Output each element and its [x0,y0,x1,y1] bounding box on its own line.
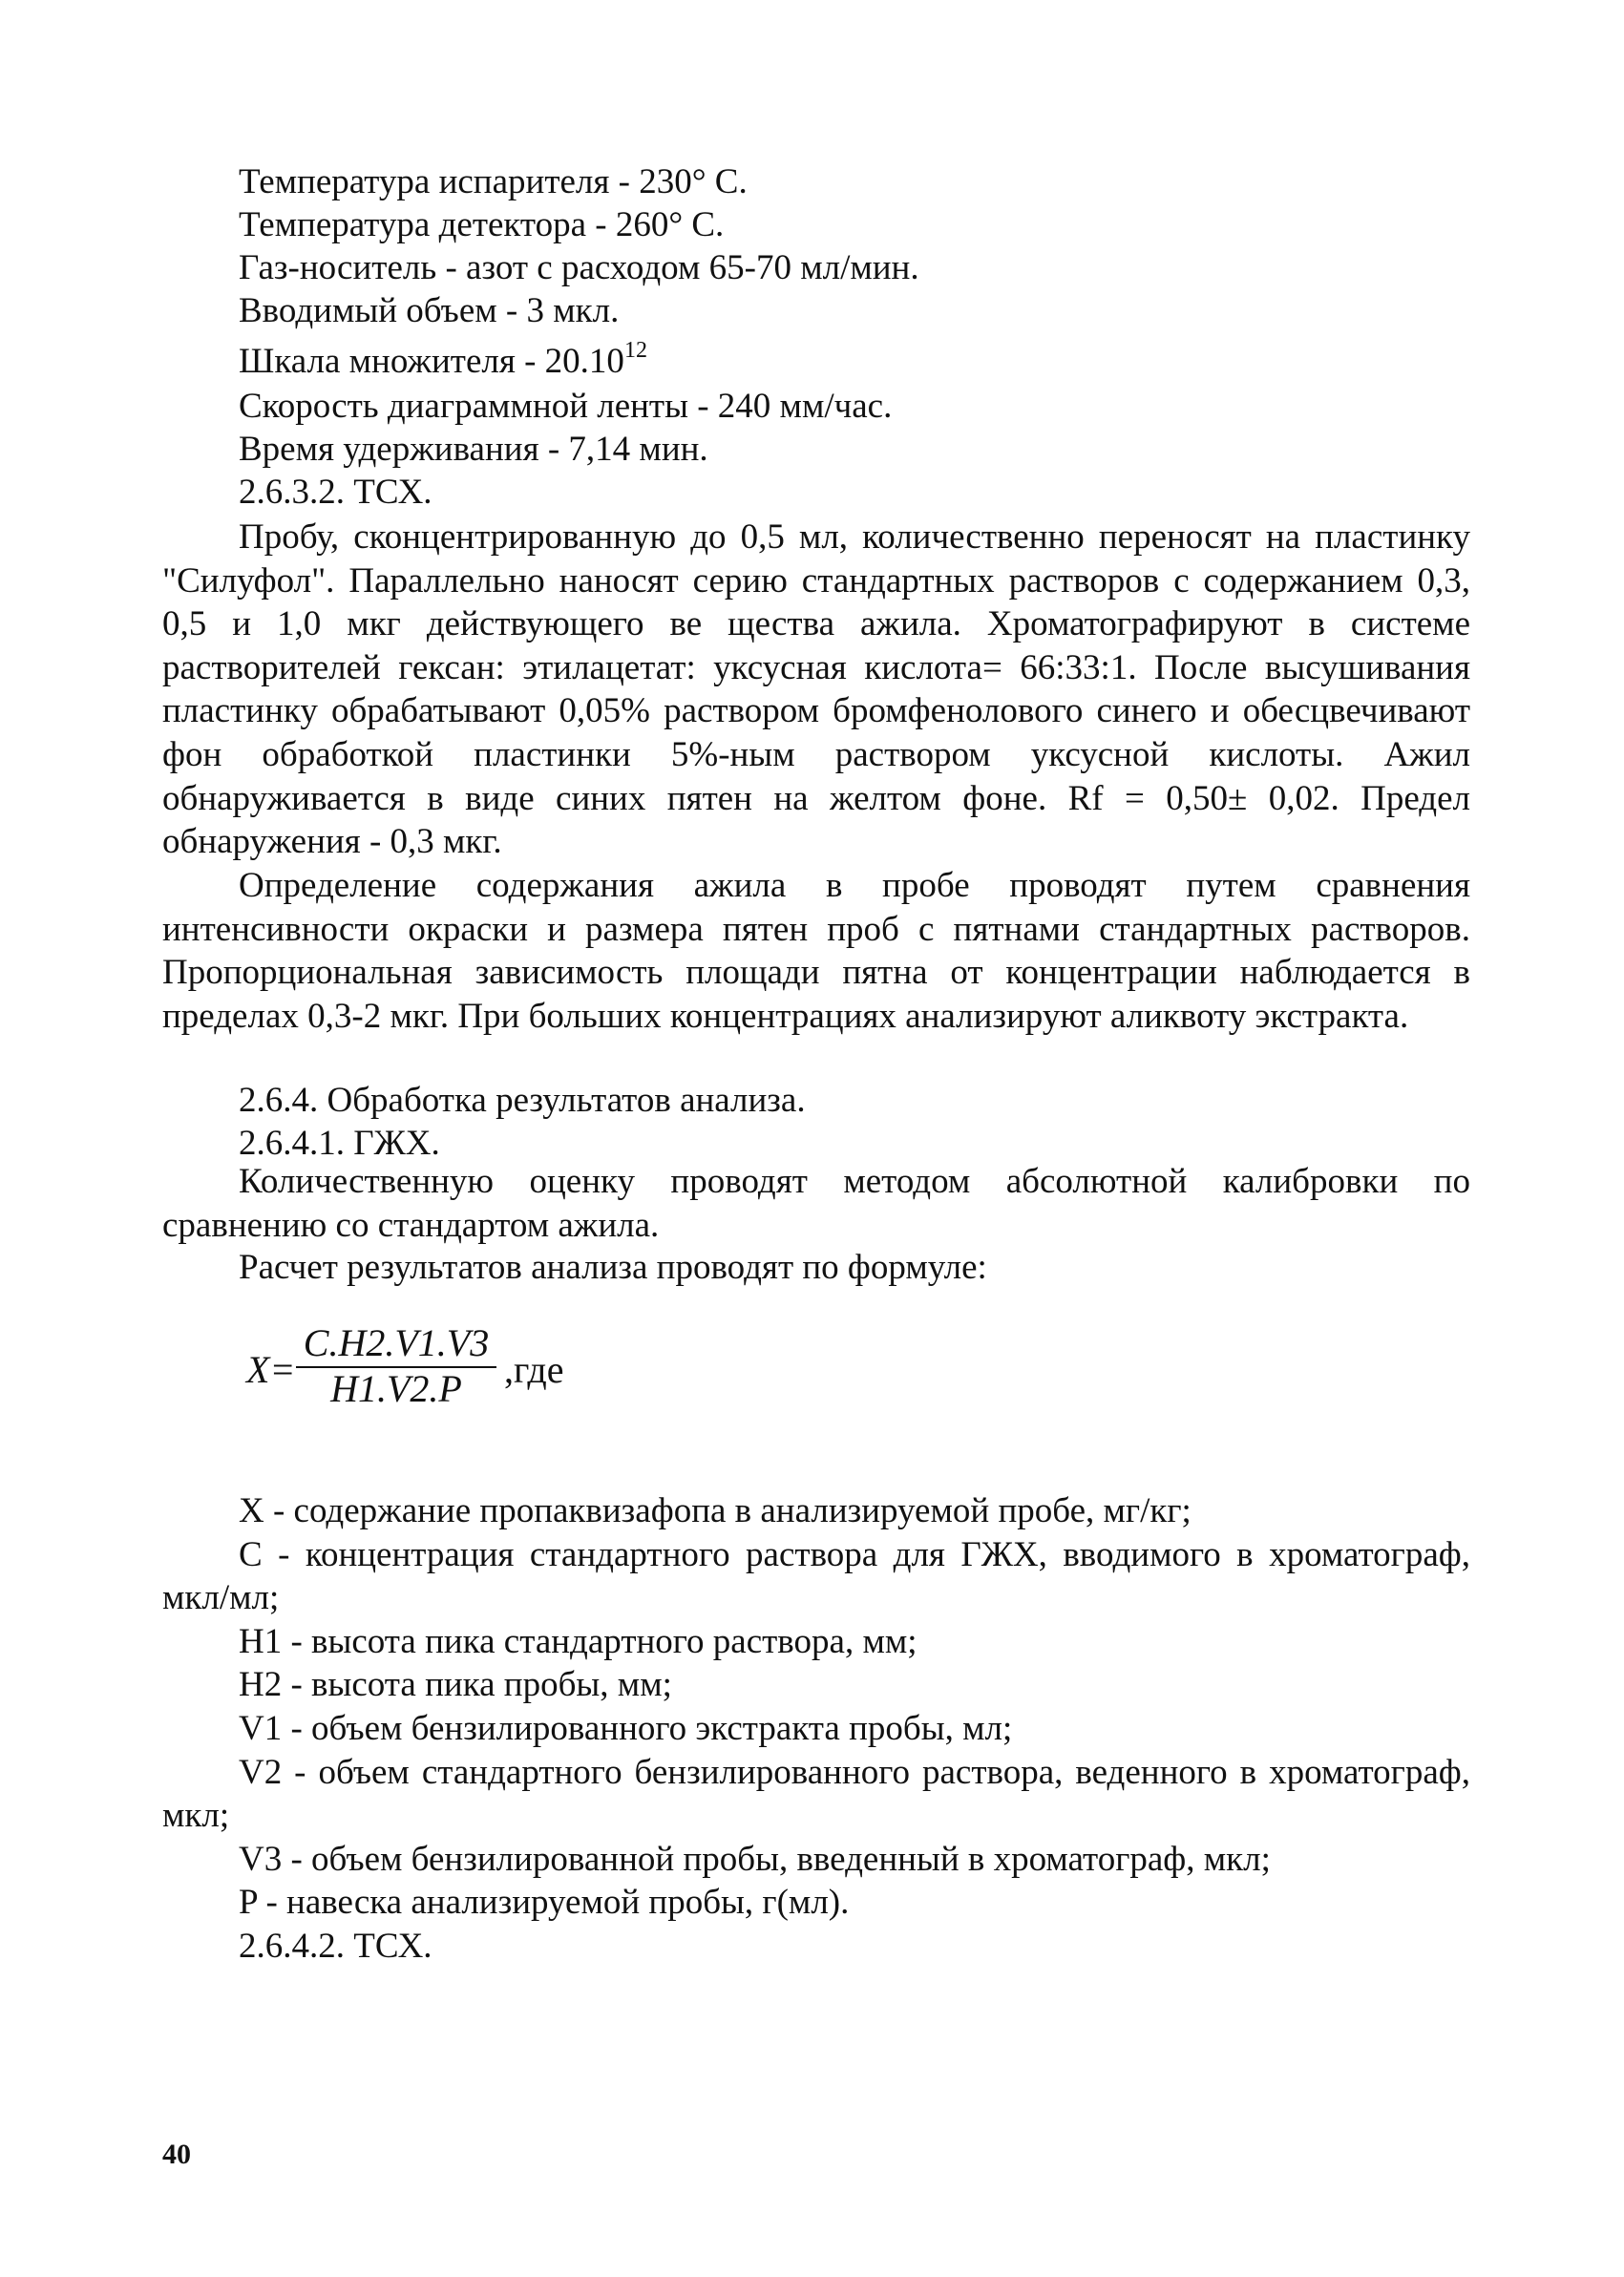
quant-paragraph: Количественную оценку проводят методом абсолютной калибровки по сравнению со стандартом ажила. [162,1162,1470,1245]
formula-numerator: C.H2.V1.V3 [296,1322,496,1368]
scale-text: Шкала множителя - 20.10 [239,342,624,381]
legend-item: V3 - объем бензилированной пробы, введенный в хроматограф, мкл; [239,1839,1271,1879]
parameters-block-2 [239,385,1470,514]
section-heading: 2.6.4.2. ТСХ. [239,1926,432,1966]
tlc-paragraph: Пробу, сконцентрированную до 0,5 мл, количественно переносят на пластинку "Силуфол". Параллельно наносят серию стандартных растворов с содержанием 0,3, 0,5 и 1,0 мкг действующего ве щества ажила. Хроматографируют в системе растворителей гексан: этилацетат: уксусная кислота= 66:33:1. После высушивания пластинку обрабатывают 0,05% раствором бромфенолового синего и обесцвечивают фон обработкой пластинки 5%-ным раствором уксусной кислоты. Ажил обнаруживается в виде синих пятен на желтом фоне. Rf = 0,50± 0,02. Предел обнаружения - 0,3 мкг. [162,517,1470,862]
legend-block [162,1489,1470,1969]
param-line: Вводимый объем - 3 мкл. [239,291,620,330]
section-264-block [239,1079,1470,1165]
determination-paragraph: Определение содержания ажила в пробе проводят путем сравнения интенсивности окраски и размера пятен проб с пятнами стандартных растворов. Пропорциональная зависимость площади пятна от концентрации наблюдается в пределах 0,3-2 мкг. При больших концентрациях анализируют аликвоту экстракта. [162,866,1470,1036]
parameters-block [239,160,1470,332]
scale-line [239,340,1470,383]
tlc-paragraph-block [162,516,1470,864]
legend-item: C - концентрация стандартного раствора для ГЖХ, вводимого в хроматограф, мкл/мл; [162,1534,1470,1618]
scale-exponent: 12 [623,338,647,363]
formula-tail: ,где [504,1348,564,1391]
page-number: 40 [162,2139,191,2170]
param-line: Скорость диаграммной ленты - 240 мм/час. [239,387,893,426]
param-line: Время удерживания - 7,14 мин. [239,430,708,469]
legend-item: V1 - объем бензилированного экстракта пробы, мл; [239,1708,1013,1748]
legend-item: H1 - высота пика стандартного раствора, мм; [239,1621,917,1661]
formula-lhs: X= [246,1348,296,1391]
legend-item: X - содержание пропаквизафопа в анализируемой пробе, мг/кг; [239,1491,1192,1530]
formula-fraction [296,1322,496,1410]
param-line: Температура испарителя - 230° С. [239,162,748,201]
quant-block [162,1160,1470,1247]
determination-block [162,864,1470,1038]
legend-item: V2 - объем стандартного бензилированного раствора, веденного в хроматограф, мкл; [162,1752,1470,1836]
section-heading: 2.6.4.1. ГЖХ. [239,1124,440,1163]
legend-item: H2 - высота пика пробы, мм; [239,1665,672,1705]
section-heading: 2.6.4. Обработка результатов анализа. [239,1081,806,1120]
calc-line-block [239,1246,1470,1289]
calc-line: Расчет результатов анализа проводят по формуле: [239,1248,987,1287]
param-line: Газ-носитель - азот с расходом 65-70 мл/мин. [239,248,919,287]
section-heading: 2.6.3.2. ТСХ. [239,473,432,512]
formula-denominator: H1.V2.P [330,1367,462,1410]
legend-item: P - навеска анализируемой пробы, г(мл). [239,1883,850,1923]
formula [246,1322,647,1408]
param-line: Температура детектора - 260° С. [239,205,725,244]
